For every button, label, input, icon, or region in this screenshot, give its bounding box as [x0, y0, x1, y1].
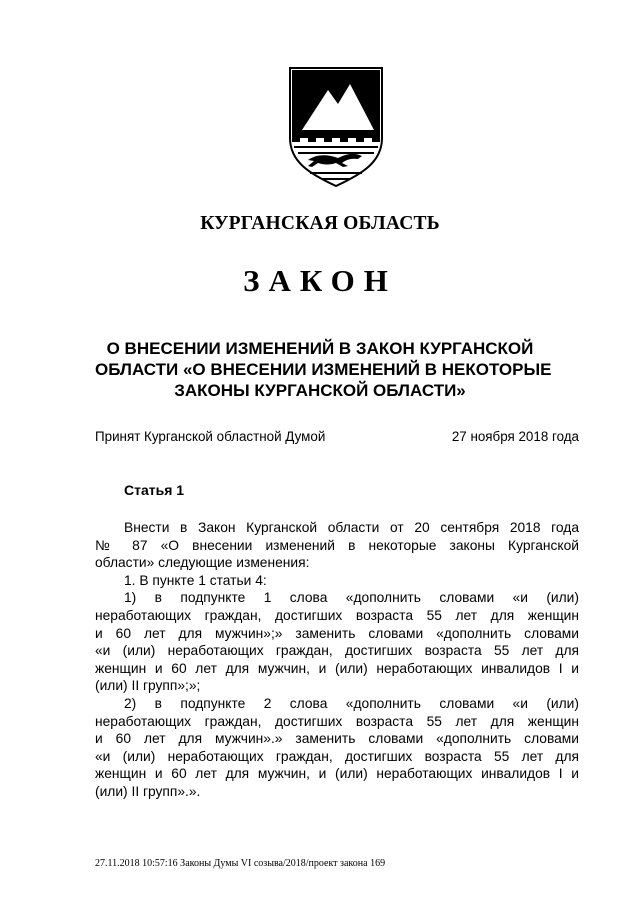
- document-type: ЗАКОН: [243, 263, 397, 298]
- article-line: «и (или) неработающих граждан, достигших возраста 55 лет для: [95, 748, 579, 764]
- article-line: 1) в подпункте 1 слова «дополнить словами «и (или): [124, 590, 579, 606]
- article-line: 2) в подпункте 2 слова «дополнить словами «и (или): [124, 695, 579, 711]
- article-line: Внести в Закон Курганской области от 20 сентября 2018 года: [124, 520, 579, 535]
- law-title-line: ОБЛАСТИ «О ВНЕСЕНИИ ИЗМЕНЕНИЙ В НЕКОТОРЫЕ: [95, 360, 552, 379]
- article-line: и 60 лет для мужчин».» заменить словами «дополнить словами: [95, 731, 579, 747]
- footer-stamp: 27.11.2018 10:57:16 Законы Думы VI созыва/2018/проект закона 169: [95, 858, 386, 869]
- article-line: № 87 «О внесении изменений в некоторые законы Курганской: [95, 537, 579, 553]
- article-line: женщин и 60 лет для мужчин, и (или) неработающих инвалидов I и: [95, 766, 579, 782]
- article-line: и 60 лет для мужчин»;» заменить словами «дополнить словами: [95, 625, 579, 641]
- article-line: женщин и 60 лет для мужчин, и (или) неработающих инвалидов I и: [95, 660, 579, 676]
- acceptance-row: [95, 429, 579, 447]
- law-title-line: ЗАКОНЫ КУРГАНСКОЙ ОБЛАСТИ»: [174, 381, 466, 400]
- accepted-date: 27 ноября 2018 года: [451, 429, 579, 444]
- article-line: области» следующие изменения:: [95, 555, 310, 571]
- article-heading: Статья 1: [124, 482, 185, 498]
- article-body: [95, 519, 579, 801]
- article-line: 1. В пункте 1 статьи 4:: [124, 572, 267, 588]
- article-line: (или) II групп»;»;: [95, 678, 201, 694]
- kurgan-coat-of-arms-icon: [288, 66, 384, 188]
- region-name: КУРГАНСКАЯ ОБЛАСТЬ: [200, 213, 440, 234]
- article-line: неработающих граждан, достигших возраста 55 лет для женщин: [95, 713, 579, 729]
- article-line: (или) II групп».».: [95, 783, 201, 799]
- law-title-line: О ВНЕСЕНИИ ИЗМЕНЕНИЙ В ЗАКОН КУРГАНСКОЙ: [106, 339, 534, 358]
- law-title: [95, 338, 552, 401]
- article-line: «и (или) неработающих граждан, достигших возраста 55 лет для: [95, 643, 579, 659]
- article-line: неработающих граждан, достигших возраста 55 лет для женщин: [95, 607, 579, 623]
- accepted-by: Принят Курганской областной Думой: [95, 429, 326, 444]
